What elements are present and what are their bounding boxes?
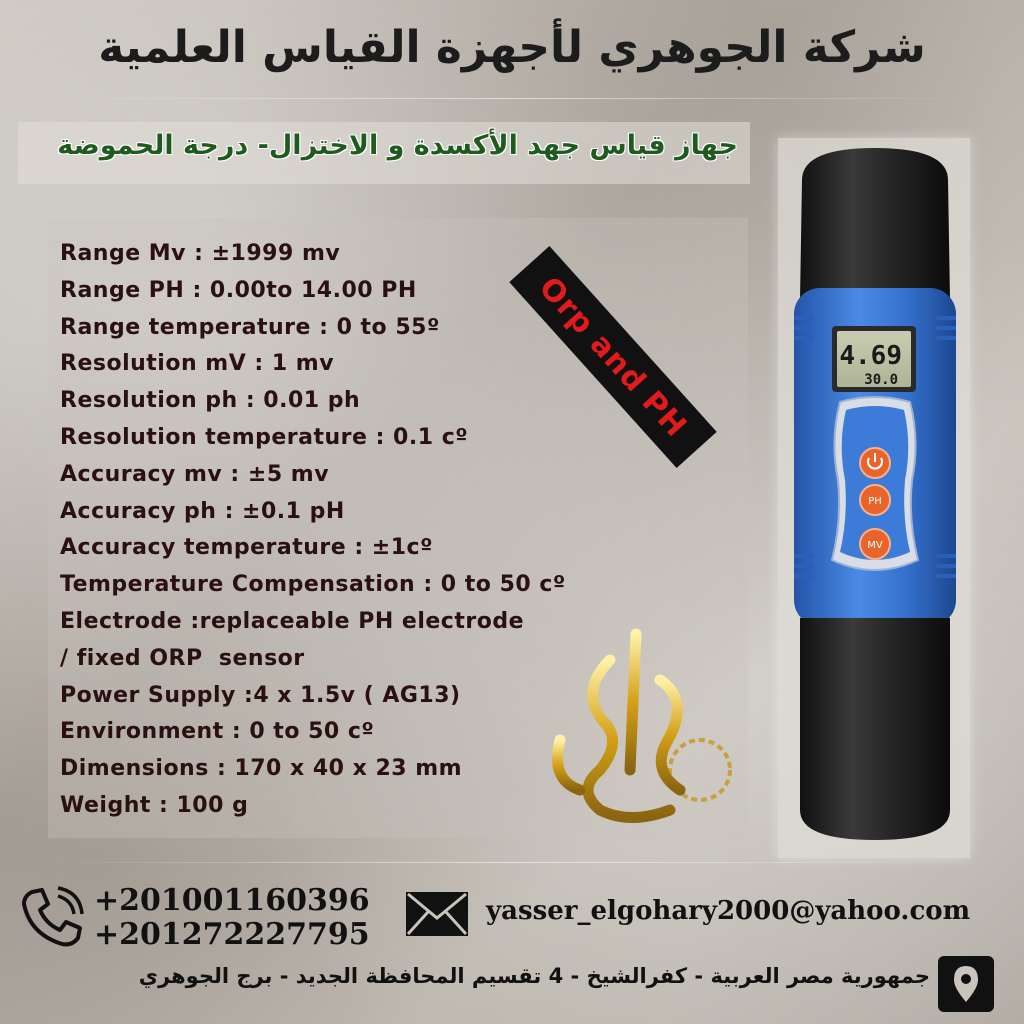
mv-button-label: MV — [867, 540, 883, 551]
phone-icon — [18, 886, 84, 952]
mv-button[interactable] — [860, 529, 890, 559]
location-pin-icon — [938, 956, 994, 1012]
ph-button[interactable] — [860, 485, 890, 515]
spec-item: Range temperature : 0 to 55º — [60, 314, 440, 340]
page-title: شركة الجوهري لأجهزة القياس العلمية — [98, 22, 926, 73]
spec-item: Range Mv : ±1999 mv — [60, 241, 341, 266]
spec-item: Electrode :replaceable PH electrode — [60, 608, 524, 634]
spec-item: Weight : 100 g — [60, 792, 249, 818]
ph-button-label: PH — [868, 496, 882, 507]
mail-icon — [404, 890, 470, 938]
spec-item: Range PH : 0.00to 14.00 PH — [60, 277, 417, 303]
spec-item: Power Supply :4 x 1.5v ( AG13) — [60, 682, 461, 708]
spec-item: Accuracy temperature : ±1cº — [60, 535, 433, 561]
badge-label: Orp and PH — [532, 269, 694, 445]
phone-number-2[interactable]: +201272227795 — [94, 917, 370, 952]
product-subtitle: جهاز قياس جهد الأكسدة و الاختزال- درجة الحموضة — [57, 130, 738, 161]
spec-item: Temperature Compensation : 0 to 50 cº — [60, 572, 566, 598]
footer-divider — [40, 862, 984, 863]
phone-number-1[interactable]: +201001160396 — [94, 883, 370, 918]
spec-item: Accuracy mv : ±5 mv — [60, 461, 330, 487]
spec-item: / fixed ORP sensor — [60, 645, 305, 671]
spec-item: Resolution temperature : 0.1 cº — [60, 424, 469, 450]
spec-item: Resolution ph : 0.01 ph — [60, 388, 361, 414]
title-divider — [40, 98, 984, 99]
phone-numbers — [94, 884, 370, 952]
company-address: جمهورية مصر العربية - كفرالشيخ - 4 تقسيم المحافظة الجديد - برج الجوهري — [138, 964, 930, 988]
spec-item: Accuracy ph : ±0.1 pH — [60, 498, 345, 524]
company-logo — [540, 620, 760, 840]
email-address[interactable]: yasser_elgohary2000@yahoo.com — [486, 896, 971, 926]
top-cap — [800, 148, 950, 300]
spec-list — [60, 236, 566, 825]
lcd-temp-reading: 30.0 — [864, 372, 898, 388]
lcd-main-reading: 4.69 — [839, 341, 902, 371]
spec-item: Dimensions : 170 x 40 x 23 mm — [60, 756, 463, 782]
spec-item: Resolution mV : 1 mv — [60, 351, 335, 377]
ph-meter-device — [780, 140, 970, 856]
spec-item: Environment : 0 to 50 cº — [60, 719, 375, 745]
power-button[interactable] — [860, 448, 890, 478]
bottom-cap — [800, 618, 950, 840]
